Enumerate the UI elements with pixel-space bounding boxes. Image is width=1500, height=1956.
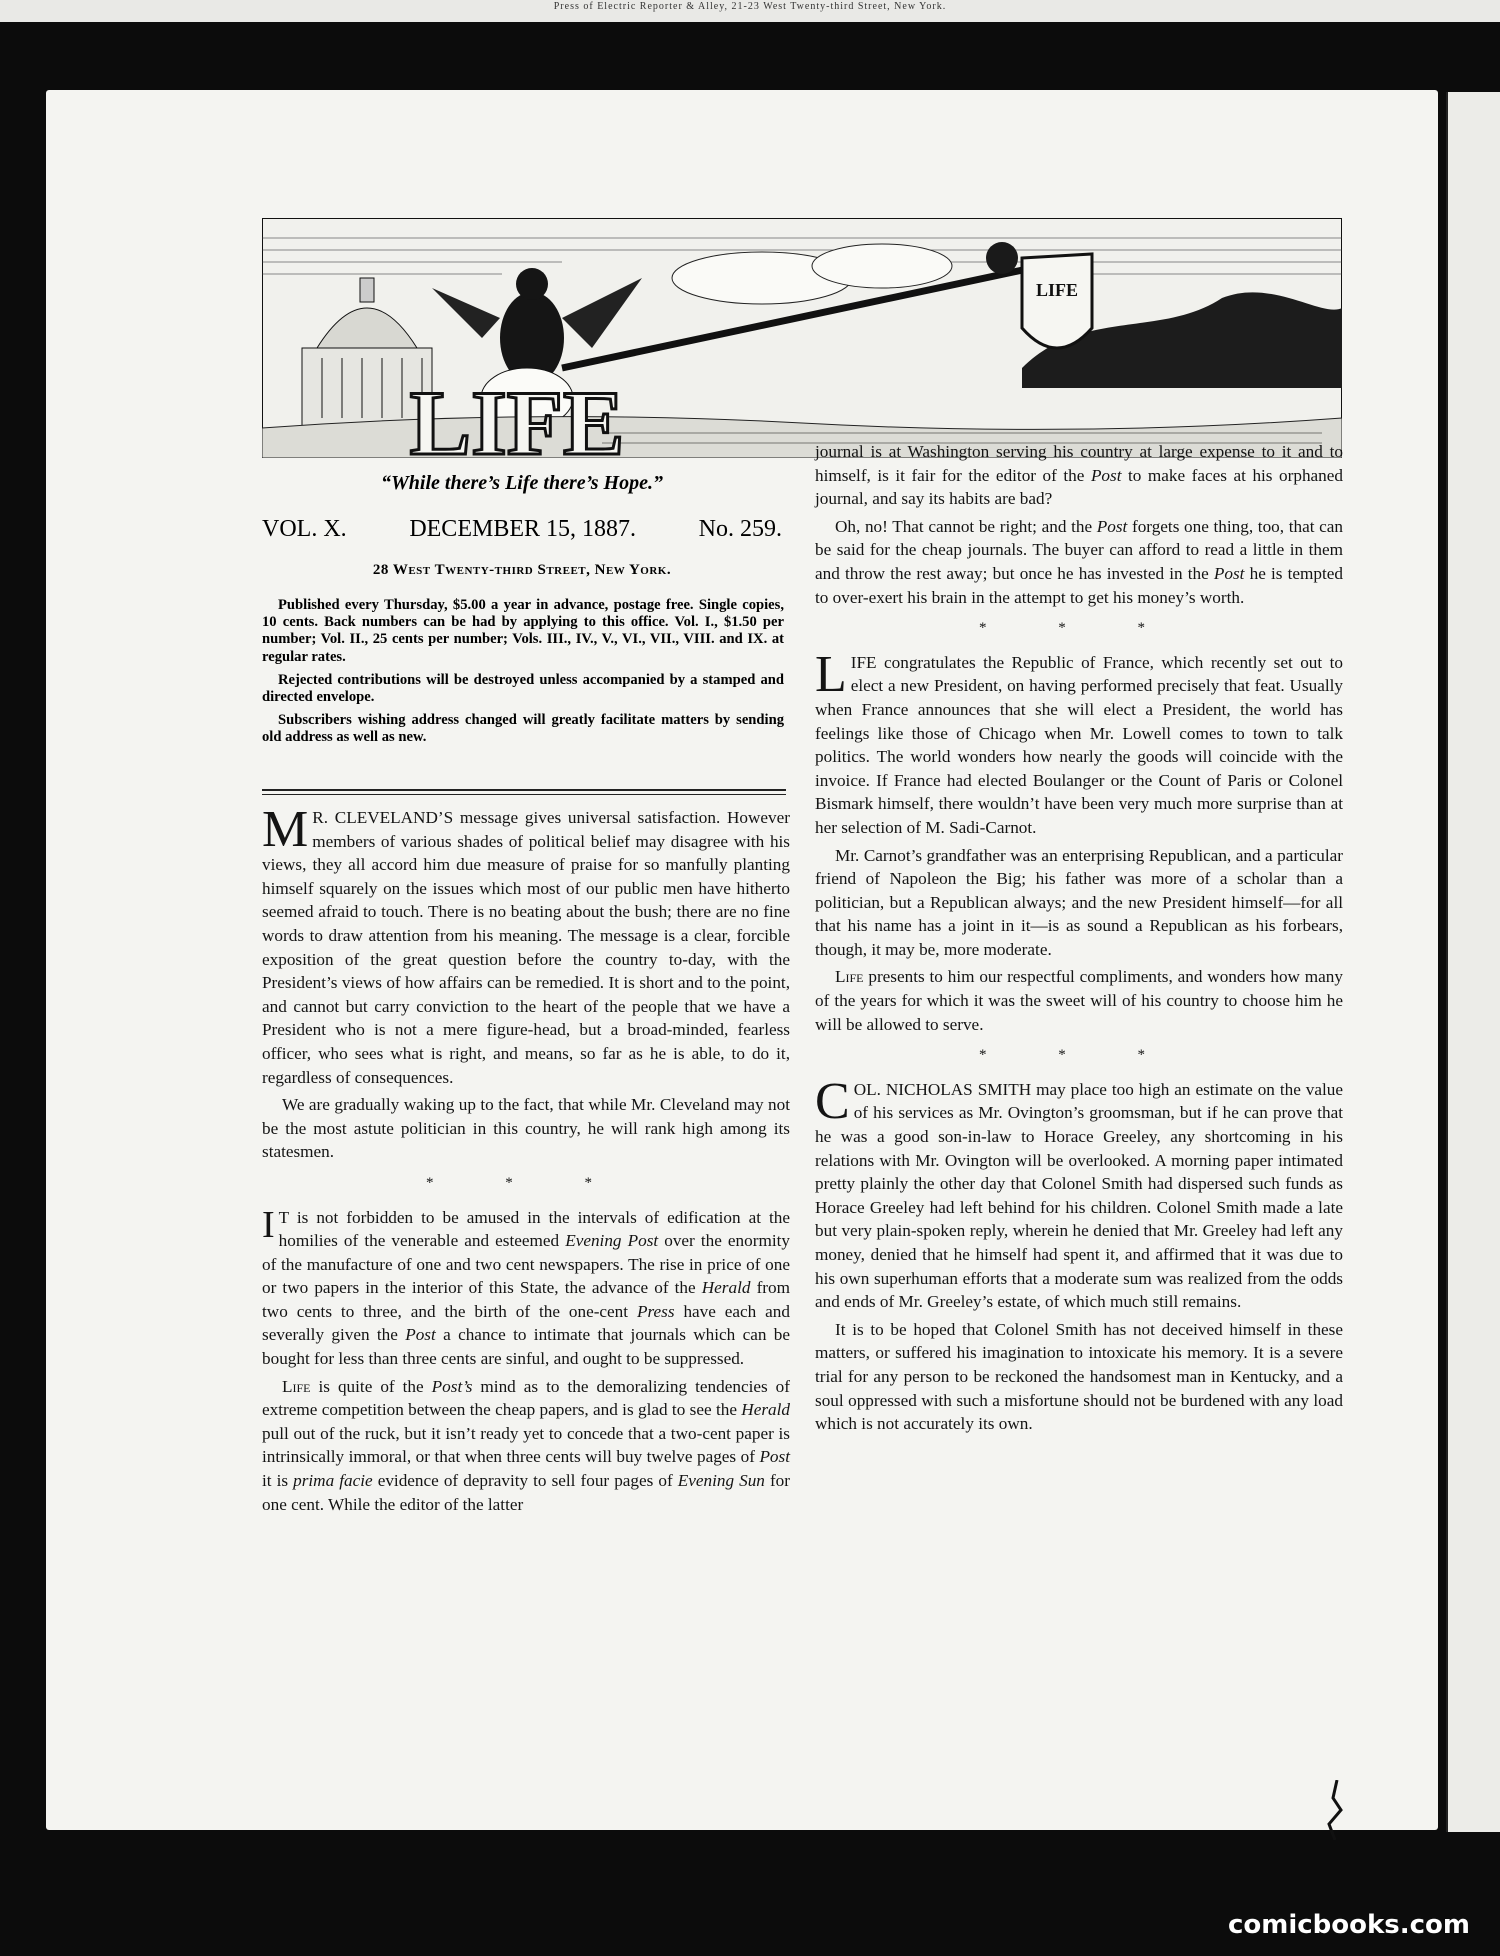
double-rule-divider [262,789,786,795]
watermark: comicbooks.com [1227,1910,1470,1940]
notice-address-change: Subscribers wishing address changed will greatly facilitate matters by sending old address as well as new. [262,712,784,746]
printer-imprint: Press of Electric Reporter & Alley, 21-23 West Twenty-third Street, New York. [0,0,1500,22]
office-address: 28 West Twenty-third Street, New York. [372,562,672,578]
volume-label: VOL. X. [262,516,347,542]
right-column [815,440,1343,1440]
notice-rejected: Rejected contributions will be destroyed unless accompanied by a stamped and directed envelope. [262,671,784,706]
masthead-illustration [262,218,1342,458]
section-separator: * * * [979,1047,1179,1064]
motto: “While there’s Life there’s Hope.” [381,472,663,494]
smith-paragraph: COL. NICHOLAS SMITH may place too high an estimate on the value of his services as Mr. Ovington’s groomsman, but if he can prove that he was a good son-in-law to Horace Greeley, any shortcoming in his relations with Mr. Ovington will be overlooked. A morning paper intimated pretty plainly the other day that Colonel Smith had dispersed such funds as Horace Greeley had left behind for his children. Colonel Smith made a late but very plain-spoken reply, wherein he denied that Mr. Greeley had left any money, denied that he himself had spent it, and affirmed that it was due to his own superhuman efforts that a moderate sum was realized from the odds and ends of Mr. Greeley’s estate, of which much still remains. [815,1072,1343,1312]
section-separator: * * * [979,620,1179,637]
issue-date: DECEMBER 15, 1887. [409,516,636,542]
masthead-svg [262,218,1342,458]
issue-number: No. 259. [698,516,782,542]
cheap-journals-paragraph: Oh, no! That cannot be right; and the Post forgets one thing, too, that can be said for the cheap journals. The buyer can afford to read a little in them and throw the rest away; but once he has invested in the Post he is tempted to over-exert his brain in the attempt to get his money’s worth. [815,516,1343,607]
left-column [262,801,790,1520]
subscription-notices [262,597,784,753]
cheap-papers-paragraph: Life is quite of the Post’s mind as to the demoralizing tendencies of extreme competition between the cheap papers, and is glad to see the Herald pull out of the ruck, but it isn’t ready yet to concede that a two-cent paper is intrinsically immoral, or that when three cents will buy twelve pages of Post it is prima facie evidence of depravity to sell four pages of Evening Sun for one cent. While the editor of the latter [262,1376,790,1514]
adjacent-page-edge [1446,92,1500,1832]
evening-post-paragraph: IT is not forbidden to be amused in the intervals of edification at the homilies of the venerable and esteemed Evening Post over the enormity of the manufacture of one and two cent newspapers. The rise in price of one or two papers in the interior of this State, the advance of the Herald from two cents to three, and the birth of the one-cent Press have each and severally given the Post a chance to intimate that journals which can be bought for less than three cents are sinful, and ought to be suppressed. [262,1203,790,1369]
issue-line [262,516,782,543]
shield-text: LIFE [1035,280,1079,300]
paper-crack-mark [1315,1780,1355,1840]
statesmen-paragraph: We are gradually waking up to the fact, that while Mr. Cleveland may not be the most astute politician in this country, he will rank high among its statesmen. [262,1095,790,1162]
life-logo: LIFE [409,372,625,458]
carnot-paragraph: Mr. Carnot’s grandfather was an enterprising Republican, and a particular friend of Napoleon the Big; his father was more of a scholar than a politician, but a Republican always; and the new President himself—for all that his name has a joint in it—is as sound a Republican as his forbears, though, it may be, more moderate. [815,845,1343,959]
france-paragraph: LIFE congratulates the Republic of France, which recently set out to elect a new President, on having performed precisely that feat. Usually when France announces that she will elect a President, the world has feelings like those of Chicago when Mr. Lowell comes to town to talk politics. The world wonders how nearly the goods will coincide with the invoice. If France had elected Boulanger or the Count of Paris or Colonel Bismark himself, there wouldn’t have been very much more surprise than at her selection of M. Sadi-Carnot. [815,645,1343,837]
cleveland-paragraph: MR. CLEVELAND’S message gives universal satisfaction. However members of various shades of political belief may disagree with his views, they all accord him due measure of praise for so manfully planting himself squarely on the issues which most of our public men have hitherto seemed afraid to touch. There is no beating about the bush; there are no fine words to draw attention from his meaning. The message is a clear, forcible exposition of the great question before the country to-day, with the President’s views of how affairs can be remedied. It is short and to the point, and cannot but carry conviction to the heart of the people that we have a President who is not a mere figure-head, but a broad-minded, fearless officer, who sees what is right, and means, so far as he is able, to do it, regardless of consequences. [262,801,790,1087]
notice-subscription: Published every Thursday, $5.00 a year in advance, postage free. Single copies, 10 cents. Back numbers can be had by applying to this office. Vol. I., $1.50 per number; Vol. II., 25 cents per number; Vols. III., IV., V., VI., VII., VIII. and IX. at regular rates. [262,597,784,665]
post-continuation-paragraph: journal is at Washington serving his country at large expense to it and to himself, is it fair for the editor of the Post to make faces at his orphaned journal, and say its habits are bad? [815,442,1343,509]
smith-conclusion-paragraph: It is to be hoped that Colonel Smith has not deceived himself in these matters, or suffered his imagination to intoxicate his memory. It is a severe trial for any person to be reckoned the handsomest man in Kentucky, and a soul oppressed with such a misfortune should not be burdened with any load which is not accurately its own. [815,1319,1343,1434]
compliments-paragraph: Life presents to him our respectful compliments, and wonders how many of the years for which it was the sweet will of his country to choose him he will be allowed to serve. [815,967,1343,1034]
section-separator: * * * [426,1174,626,1191]
